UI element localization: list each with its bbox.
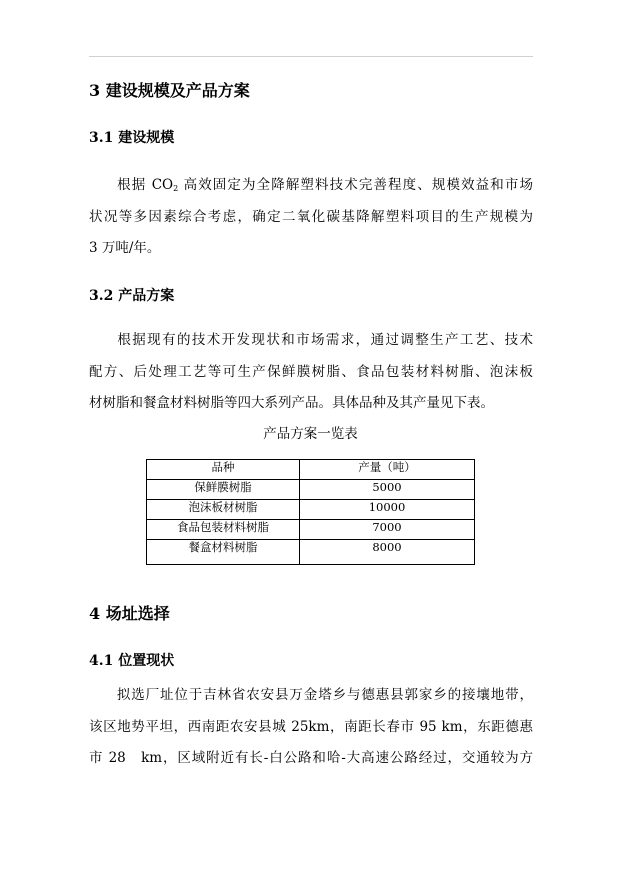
table-header-row — [147, 460, 475, 480]
product-paragraph — [89, 325, 533, 420]
scale-line-2: 状况等多因素综合考虑，确定二氧化碳基降解塑料项目的生产规模为 — [89, 208, 533, 225]
cell-variety: 保鲜膜树脂 — [147, 480, 300, 500]
product-line-3: 材树脂和餐盒材料树脂等四大系列产品。具体品种及其产量见下表。 — [89, 395, 494, 411]
location-paragraph — [89, 680, 533, 775]
cell-output: 5000 — [300, 480, 475, 500]
scale-line-3: 3 万吨/年。 — [89, 240, 161, 256]
table-row — [147, 540, 475, 565]
header-rule — [89, 56, 533, 57]
product-line-2: 配方、后处理工艺等可生产保鲜膜树脂、食品包装材料树脂、泡沫板 — [89, 363, 533, 380]
scale-paragraph — [89, 170, 533, 265]
product-line-1: 根据现有的技术开发现状和市场需求，通过调整生产工艺、技术 — [116, 332, 533, 348]
cell-output: 8000 — [300, 540, 475, 565]
cell-variety: 餐盒材料树脂 — [147, 540, 300, 565]
cell-output: 7000 — [300, 520, 475, 540]
table-row — [147, 500, 475, 520]
section-3-1-heading: 3.1 建设规模 — [89, 130, 175, 146]
table-row — [147, 480, 475, 500]
section-4-1-heading: 4.1 位置现状 — [89, 653, 175, 669]
header-variety: 品种 — [147, 460, 300, 480]
section-4-heading: 4 场址选择 — [89, 604, 170, 623]
location-line-3: 市 28 km，区域附近有长-白公路和哈-大高速公路经过，交通较为方 — [89, 750, 533, 766]
section-3-heading: 3 建设规模及产品方案 — [89, 81, 250, 100]
cell-variety: 食品包装材料树脂 — [147, 520, 300, 540]
header-output: 产量（吨） — [300, 460, 475, 480]
cell-output: 10000 — [300, 500, 475, 520]
scale-line-1: 根据 $CO_2$ 高效固定为全降解塑料技术完善程度、规模效益和市场 — [116, 177, 533, 193]
table-caption: 产品方案一览表 — [263, 426, 358, 442]
location-line-1: 拟选厂址位于吉林省农安县万金塔乡与德惠县郭家乡的接壤地带， — [116, 687, 533, 703]
table-row — [147, 520, 475, 540]
section-3-2-heading: 3.2 产品方案 — [89, 288, 175, 304]
cell-variety: 泡沫板材树脂 — [147, 500, 300, 520]
product-table — [146, 459, 475, 565]
location-line-2: 该区地势平坦，西南距农安县城 25km，南距长春市 95 km，东距德惠 — [89, 718, 533, 735]
